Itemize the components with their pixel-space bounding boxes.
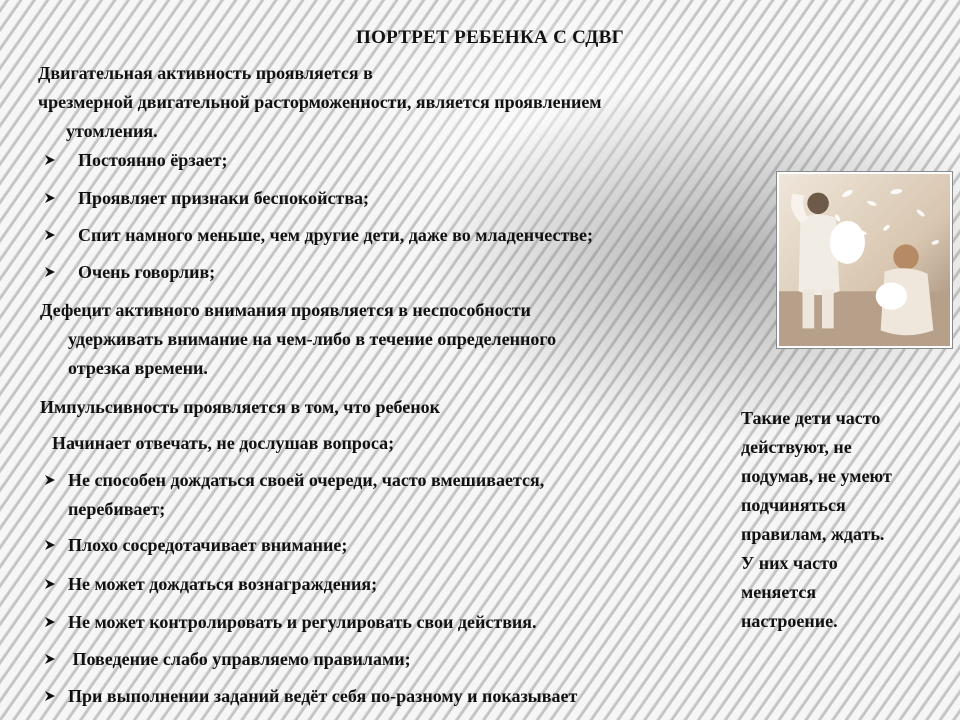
attention-line-1: Дефецит активного внимания проявляется в неспособности [40,300,531,320]
arrowhead-bullet-icon [44,192,56,204]
arrowhead-bullet-icon [44,653,56,665]
motor-item: Спит намного меньше, чем другие дети, даже во младенчестве; [78,225,593,245]
impulsivity-item: Не может дождаться вознаграждения; [68,574,378,594]
motor-item: Проявляет признаки беспокойства; [78,188,370,208]
impulsivity-item: При выполнении заданий ведёт себя по-разному и показывает [68,686,578,706]
motor-item: Очень говорлив; [78,262,216,282]
impulsivity-item: Не способен дождаться своей очереди, часто вмешивается, [68,470,545,490]
impulsivity-item-continuation: перебивает; [68,499,166,519]
side-note: Такие дети часто действуют, не подумав, не умеют подчиняться правилам, ждать. У них часто меняется настроение. [741,408,892,631]
attention-line-2: удерживать внимание на чем-либо в течение определенного [68,329,557,349]
intro-line-3: утомления. [66,121,158,141]
impulsivity-item: Не может контролировать и регулировать свои действия. [68,612,537,632]
arrowhead-bullet-icon [44,616,56,628]
arrowhead-bullet-icon [44,474,56,486]
arrowhead-bullet-icon [44,690,56,702]
arrowhead-bullet-icon [44,229,56,241]
attention-line-3: отрезка времени. [68,358,208,378]
arrowhead-bullet-icon [44,539,56,551]
impulsivity-item: Поведение слабо управляемо правилами; [68,649,411,669]
impulsivity-line-1: Импульсивность проявляется в том, что ребенок [40,397,440,417]
arrowhead-bullet-icon [44,266,56,278]
children-pillow-fight-photo [777,172,952,348]
impulsivity-item: Плохо сосредотачивает внимание; [68,535,348,555]
intro-line-1: Двигательная активность проявляется в [38,63,373,83]
intro-line-2: чрезмерной двигательной расторможенности, является проявлением [38,92,602,112]
arrowhead-bullet-icon [44,578,56,590]
arrowhead-bullet-icon [44,154,56,166]
slide-title: ПОРТРЕТ РЕБЕНКА С СДВГ [356,27,624,48]
impulsivity-line-2: Начинает отвечать, не дослушав вопроса; [52,433,395,453]
motor-item: Постоянно ёрзает; [78,150,228,170]
